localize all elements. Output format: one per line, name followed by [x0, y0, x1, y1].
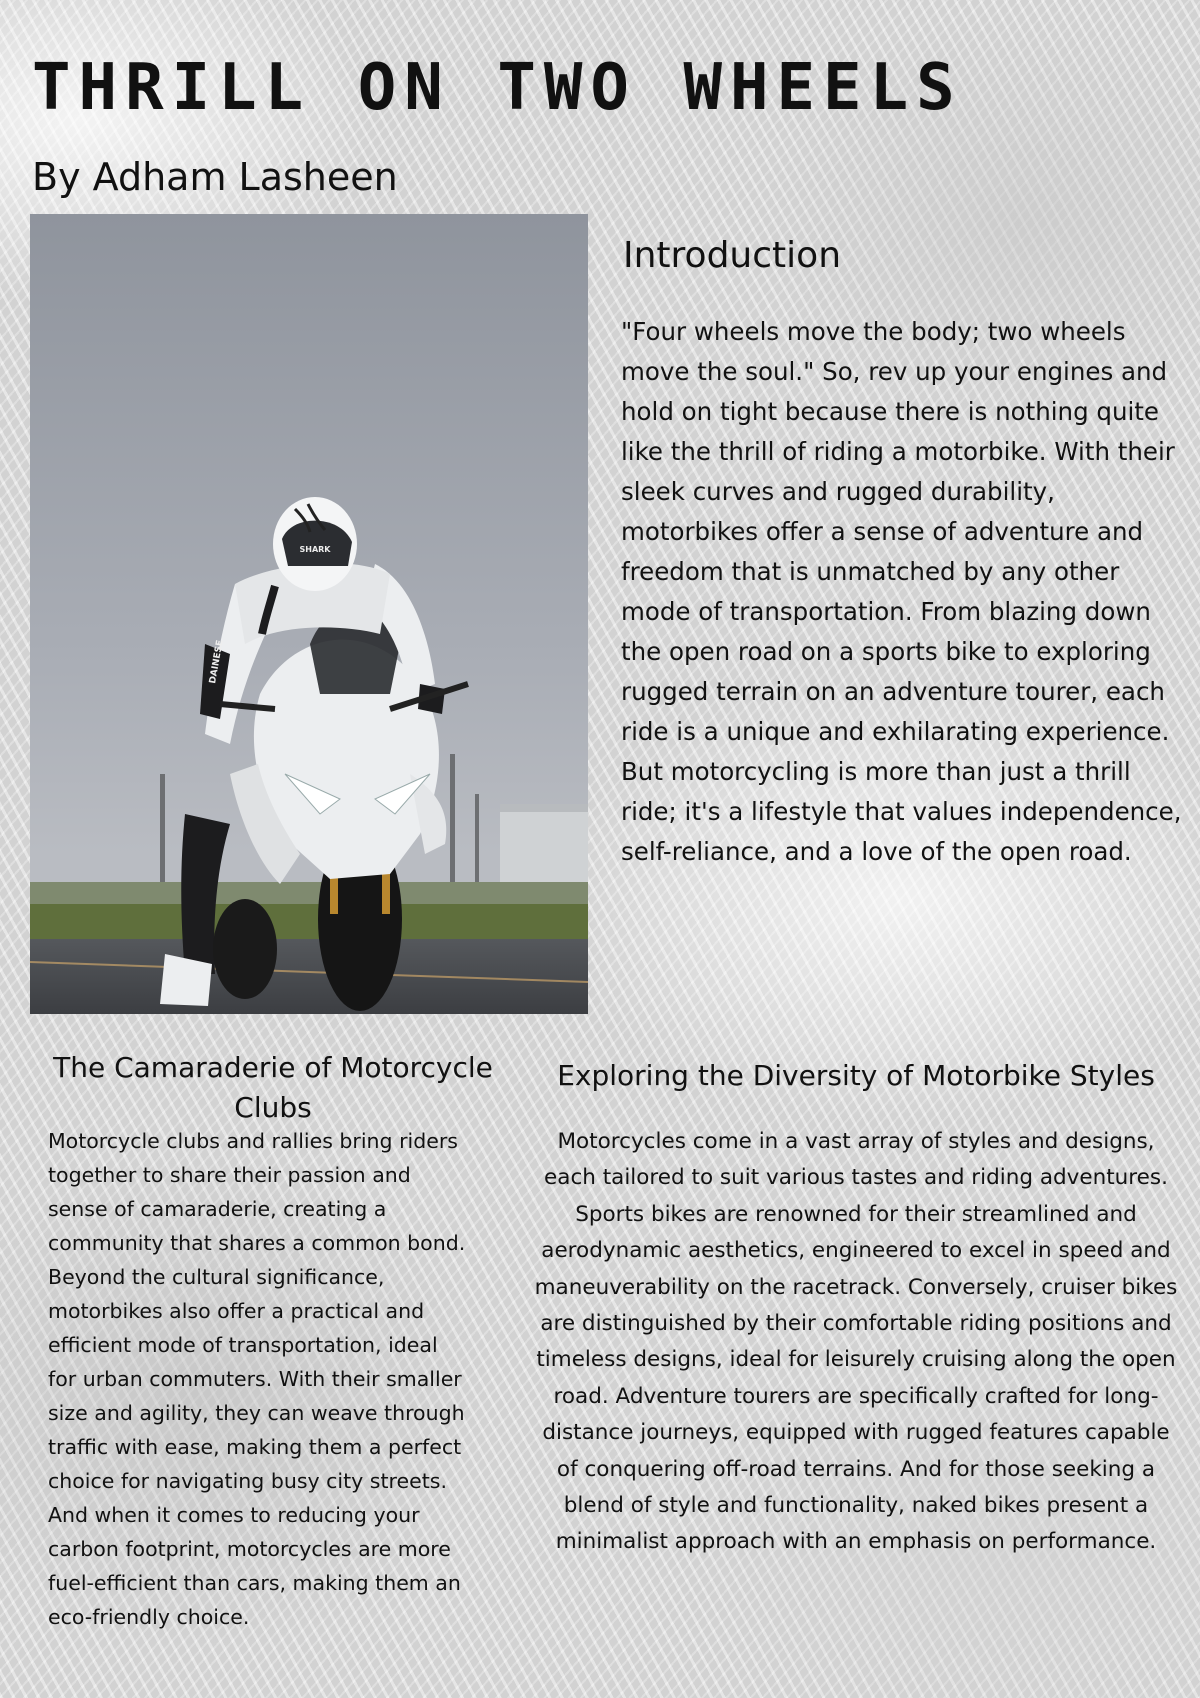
motorcycle-rider-photo — [30, 214, 588, 1014]
suit-sleeve-text: DAINESE — [208, 639, 226, 685]
styles-heading: Exploring the Diversity of Motorbike Styles — [557, 1059, 1155, 1092]
styles-paragraph: Motorcycles come in a vast array of styles and designs, each tailored to suit various tastes and riding adventures. Sports bikes are renowned for their streamlined and aerodynamic aesthetics, engineered to excel in speed and maneuverability on the racetrack. Conversely, cruiser bikes are distinguished by their comfortable riding positions and timeless designs, ideal for leisurely cruising along the open road. Adventure tourers are specifically crafted for long-distance journeys, equipped with rugged features capable of conquering off-road terrains. And for those seeking a blend of style and functionality, naked bikes present a minimalist approach with an emphasis on performance. — [534, 1129, 1178, 1555]
article-title: THRILL ON TWO WHEELS — [32, 51, 963, 125]
helmet-logo-text: SHARK — [299, 545, 331, 554]
clubs-paragraph: Motorcycle clubs and rallies bring riders together to share their passion and sense of camaraderie, creating a community that shares a common bond. Beyond the cultural significance, motorbikes also offer a practical and efficient mode of transportation, ideal for urban commuters. With their smaller size and agility, they can weave through traffic with ease, making them a perfect choice for navigating busy city streets. And when it comes to reducing your carbon footprint, motorcycles are more fuel-efficient than cars, making them an eco-friendly choice. — [48, 1129, 466, 1629]
introduction-paragraph: "Four wheels move the body; two wheels move the soul." So, rev up your engines and hold on tight because there is nothing quite like the thrill of riding a motorbike. With their sleek curves and rugged durability, motorbikes offer a sense of adventure and freedom that is unmatched by any other mode of transportation. From blazing down the open road on a sports bike to exploring rugged terrain on an adventure tourer, each ride is a unique and exhilarating experience. But motorcycling is more than just a thrill ride; it's a lifestyle that values independence, self-reliance, and a love of the open road. — [621, 317, 1182, 866]
introduction-heading: Introduction — [623, 235, 842, 276]
author-byline: By Adham Lasheen — [32, 155, 398, 199]
clubs-heading: The Camaraderie of Motorcycle Clubs — [53, 1051, 493, 1124]
